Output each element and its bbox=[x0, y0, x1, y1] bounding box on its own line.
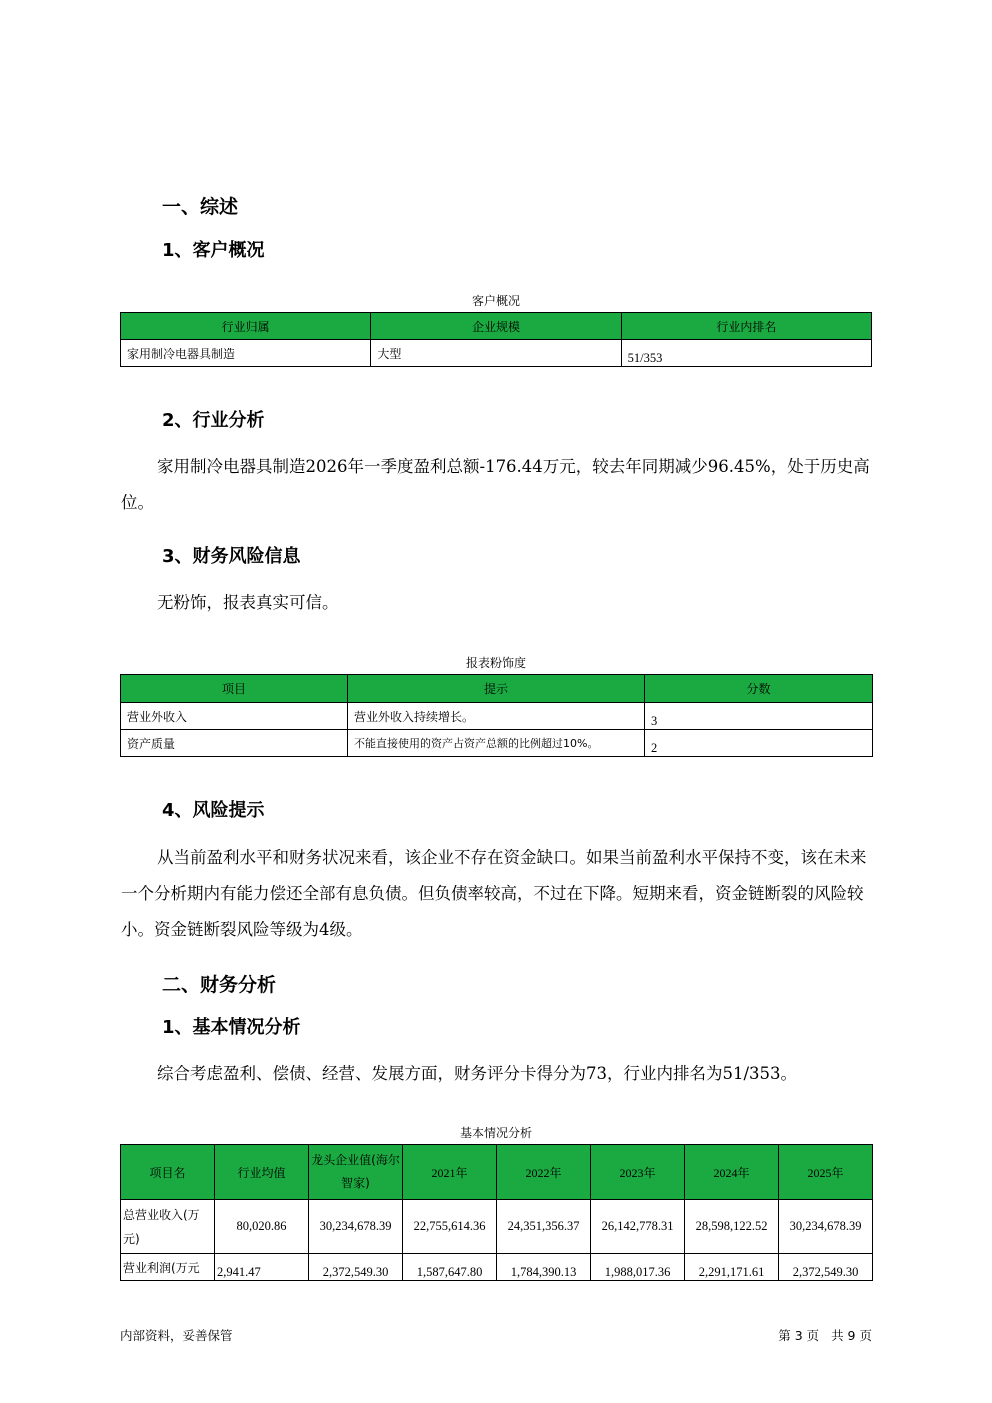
table-cell: 1,988,017.36 bbox=[591, 1254, 685, 1281]
risk-table bbox=[120, 674, 873, 757]
table-cell: 3 bbox=[645, 703, 873, 730]
table-cell: 不能直接使用的资产占资产总额的比例超过10%。 bbox=[348, 730, 645, 757]
table-cell: 1,784,390.13 bbox=[497, 1254, 591, 1281]
table-row bbox=[121, 730, 873, 757]
section-title-financial-analysis: 二、财务分析 bbox=[162, 974, 277, 996]
table-cell: 2,291,171.61 bbox=[685, 1254, 779, 1281]
table-header: 2021年 bbox=[403, 1145, 497, 1200]
paragraph-industry: 家用制冷电器具制造2026年一季度盈利总额-176.44万元，较去年同期减少96.45%，处于历史高位。 bbox=[121, 457, 870, 512]
table-header: 项目名 bbox=[121, 1145, 215, 1200]
table-header: 行业均值 bbox=[215, 1145, 309, 1200]
table-cell: 24,351,356.37 bbox=[497, 1200, 591, 1254]
table-caption-risk: 报表粉饰度 bbox=[465, 656, 526, 670]
table-cell: 总营业收入(万元) bbox=[121, 1200, 215, 1254]
table-header: 2024年 bbox=[685, 1145, 779, 1200]
table-cell: 2,941.47 bbox=[215, 1254, 309, 1281]
subsection-title-basic: 1、基本情况分析 bbox=[162, 1017, 301, 1038]
table-cell: 营业利润(万元 bbox=[121, 1254, 215, 1281]
table-caption-basic: 基本情况分析 bbox=[459, 1126, 532, 1140]
subsection-title-customer: 1、客户概况 bbox=[162, 240, 265, 261]
footer-page-number: 第 3 页 共 9 页 bbox=[778, 1328, 872, 1343]
customer-table bbox=[120, 312, 872, 367]
table-cell: 2,372,549.30 bbox=[779, 1254, 873, 1281]
table-cell: 大型 bbox=[371, 340, 621, 367]
table-cell: 22,755,614.36 bbox=[403, 1200, 497, 1254]
table-cell: 80,020.86 bbox=[215, 1200, 309, 1254]
subsection-title-financial-risk: 3、财务风险信息 bbox=[162, 546, 301, 567]
table-cell: 家用制冷电器具制造 bbox=[121, 340, 371, 367]
table-header: 2025年 bbox=[779, 1145, 873, 1200]
table-row bbox=[121, 703, 873, 730]
table-cell: 资产质量 bbox=[121, 730, 348, 757]
table-cell: 营业外收入 bbox=[121, 703, 348, 730]
paragraph-basic: 综合考虑盈利、偿债、经营、发展方面，财务评分卡得分为73，行业内排名为51/353。 bbox=[157, 1064, 798, 1083]
table-cell: 营业外收入持续增长。 bbox=[348, 703, 645, 730]
table-cell: 30,234,678.39 bbox=[779, 1200, 873, 1254]
section-title-overview: 一、综述 bbox=[162, 196, 239, 218]
table-cell: 51/353 bbox=[621, 340, 871, 367]
table-header: 2022年 bbox=[497, 1145, 591, 1200]
table-header: 提示 bbox=[348, 675, 645, 703]
basic-table bbox=[120, 1144, 873, 1281]
table-cell: 26,142,778.31 bbox=[591, 1200, 685, 1254]
table-header: 分数 bbox=[645, 675, 873, 703]
table-cell: 2,372,549.30 bbox=[309, 1254, 403, 1281]
table-header: 龙头企业值(海尔智家) bbox=[309, 1145, 403, 1200]
paragraph-risk-warning: 从当前盈利水平和财务状况来看，该企业不存在资金缺口。如果当前盈利水平保持不变，该在未来一个分析期内有能力偿还全部有息负债。但负债率较高，不过在下降。短期来看，资金链断裂的风险较小。资金链断裂风险等级为4级。 bbox=[121, 848, 867, 939]
table-header: 企业规模 bbox=[371, 313, 621, 340]
paragraph-financial-risk: 无粉饰，报表真实可信。 bbox=[157, 593, 339, 612]
table-cell: 30,234,678.39 bbox=[309, 1200, 403, 1254]
table-header: 2023年 bbox=[591, 1145, 685, 1200]
table-cell: 2 bbox=[645, 730, 873, 757]
subsection-title-industry: 2、行业分析 bbox=[162, 410, 265, 431]
table-header: 行业内排名 bbox=[621, 313, 871, 340]
table-cell: 28,598,122.52 bbox=[685, 1200, 779, 1254]
table-caption-customer: 客户概况 bbox=[471, 294, 520, 308]
table-cell: 1,587,647.80 bbox=[403, 1254, 497, 1281]
subsection-title-risk-warning: 4、风险提示 bbox=[162, 800, 265, 821]
table-row bbox=[121, 1254, 873, 1281]
table-header: 行业归属 bbox=[121, 313, 371, 340]
table-header: 项目 bbox=[121, 675, 348, 703]
table-row bbox=[121, 1200, 873, 1254]
footer-confidential: 内部资料，妥善保管 bbox=[120, 1328, 233, 1343]
